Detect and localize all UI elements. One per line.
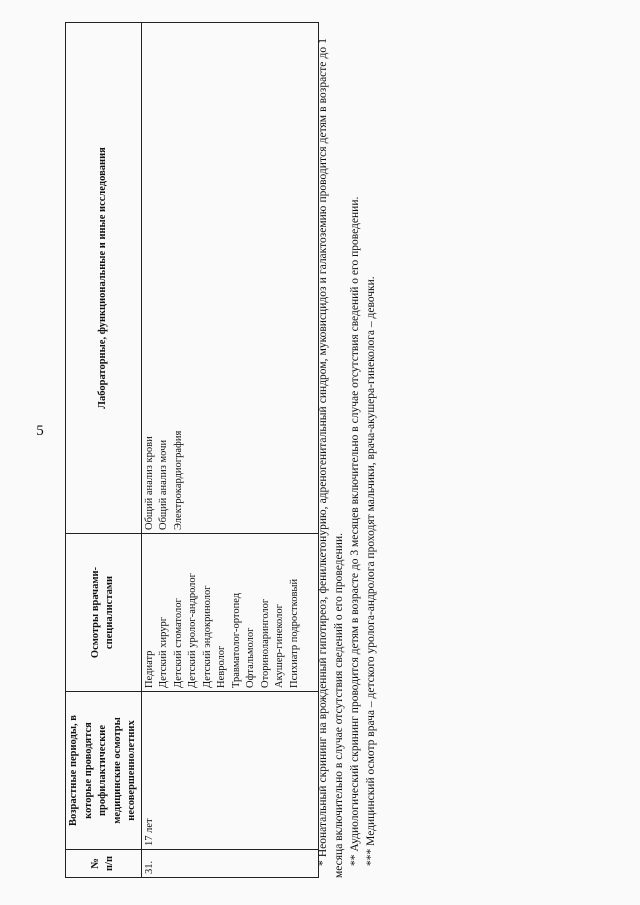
footnote-urologist: *** Медицинский осмотр врача – детского уролога-андролога проходят мальчики, врача-акушера-гинеколога – девочки. <box>365 276 377 866</box>
row-lab <box>141 23 318 534</box>
table-row <box>141 23 318 878</box>
rotated-content <box>65 23 405 878</box>
page-number: 5 <box>36 423 44 439</box>
specialist-item: Оториноларинголог <box>259 598 271 688</box>
specialist-item: Травматолог-ортопед <box>230 592 242 688</box>
row-specialists <box>141 534 318 692</box>
specialist-item: Невролог <box>216 645 227 688</box>
specialist-item: Психиатр подростковый <box>288 578 300 688</box>
specialist-item: Детский хирург <box>158 616 169 688</box>
specialist-item: Детский эндокринолог <box>201 585 213 688</box>
specialist-item: Акушер-гинеколог <box>274 604 285 688</box>
lab-item: Общий анализ мочи <box>158 439 169 530</box>
specialist-item: Детский уролог-андролог <box>187 573 198 688</box>
specialist-item: Педиатр <box>143 650 155 688</box>
footnotes <box>315 38 379 878</box>
specialist-item: Офтальмолог <box>245 627 256 688</box>
row-num: 31. <box>141 850 318 878</box>
footnote-neonatal: * Неонатальный скрининг на врожденный гипотиреоз, фенилкетонурию, адреногенитальный синдром, муковисцидоз и галактоземию проводится детям в возрасте до 1 месяца включительно в случае отсутствия сведений о его проведении. <box>317 38 345 878</box>
header-specialists: Осмотры врачами-специалистами <box>66 534 142 692</box>
row-period: 17 лет <box>141 692 318 850</box>
examinations-table <box>65 22 319 878</box>
lab-item: Общий анализ крови <box>143 436 155 530</box>
table-header-row <box>66 23 142 878</box>
footnote-audiology: ** Аудиологический скрининг проводится детям в возрасте до 3 месяцев включительно в случае отсутствия сведений о его проведении. <box>349 196 361 866</box>
lab-item: Электрокардиография <box>172 430 184 530</box>
specialist-item: Детский стоматолог <box>172 598 184 688</box>
header-num: № п/п <box>66 850 142 878</box>
header-periods: Возрастные периоды, в которые проводятся профилактические медицинские осмотры несовершеннолетних <box>66 692 142 850</box>
header-lab: Лабораторные, функциональные и иные исследования <box>66 23 142 534</box>
